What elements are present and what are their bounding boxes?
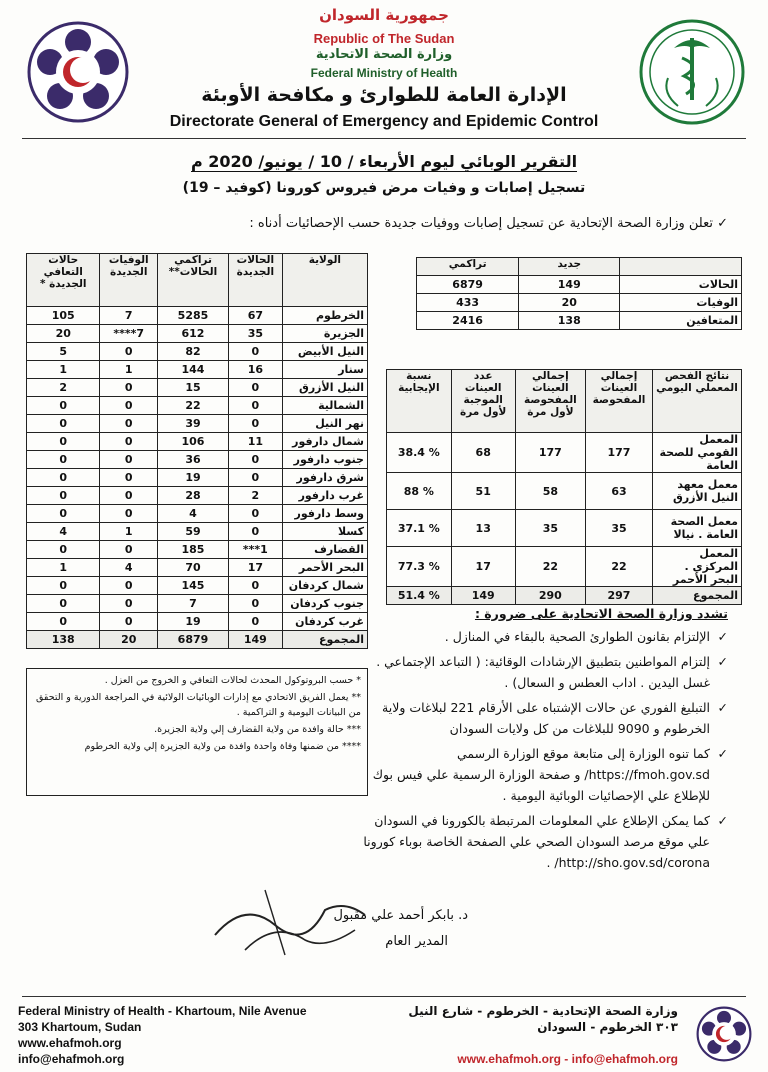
emphasis-heading: تشدد وزارة الصحة الاتحادية على ضرورة : (474, 606, 728, 621)
new-cases-cell: 0 (228, 595, 282, 613)
new-deaths-cell: 0 (100, 505, 158, 523)
new-recoveries-cell: 20 (27, 325, 100, 343)
new-recoveries-cell: 105 (27, 307, 100, 325)
summary-label: المتعافين (620, 312, 742, 330)
positive-samples-cell: 51 (451, 473, 515, 510)
total-samples-cell: 177 (585, 433, 652, 473)
first-time-samples-cell: 58 (515, 473, 585, 510)
summary-row-recovered (417, 312, 742, 330)
cumulative-cases-cell: 36 (158, 451, 229, 469)
first-time-samples-cell: 290 (515, 587, 585, 605)
table-row (387, 473, 742, 510)
new-recoveries-cell: 0 (27, 415, 100, 433)
summary-header (417, 258, 742, 276)
state-name-cell: كسلا (282, 523, 367, 541)
state-name-cell: غرب كردفان (282, 613, 367, 631)
total-samples-cell: 63 (585, 473, 652, 510)
new-recoveries-cell: 0 (27, 577, 100, 595)
summary-col-label (620, 258, 742, 276)
state-name-cell: شمال دارفور (282, 433, 367, 451)
emphasis-item: ✓ كما تنوه الوزارة إلى متابعة موقع الوزارة الرسمي https://fmoh.gov.sd/ و صفحة الوزارة الرسمية علي فيس بوك للإطلاع علي الإحصائيات الوبائية اليومية . (363, 743, 728, 806)
footer-logo (696, 1006, 752, 1066)
new-recoveries-cell: 0 (27, 451, 100, 469)
cumulative-cases-cell: 612 (158, 325, 229, 343)
state-name-cell: النيل الأبيض (282, 343, 367, 361)
new-recoveries-cell: 0 (27, 469, 100, 487)
table-row (27, 379, 368, 397)
lab-col-total: إجمالي العينات المفحوصة (585, 370, 652, 433)
positivity-rate-cell: % 38.4 (387, 433, 452, 473)
positive-samples-cell: 68 (451, 433, 515, 473)
summary-cum: 2416 (417, 312, 519, 330)
lab-table-total-row (387, 587, 742, 605)
table-row (27, 613, 368, 631)
new-cases-cell: 0 (228, 469, 282, 487)
new-recoveries-cell: 2 (27, 379, 100, 397)
lab-table (386, 369, 742, 605)
state-table (26, 253, 368, 649)
cumulative-cases-cell: 4 (158, 505, 229, 523)
cumulative-cases-cell: 6879 (158, 631, 229, 649)
new-cases-cell: 0 (228, 577, 282, 595)
new-deaths-cell: 0 (100, 397, 158, 415)
positive-samples-cell: 13 (451, 510, 515, 547)
cumulative-cases-cell: 15 (158, 379, 229, 397)
summary-cum: 6879 (417, 276, 519, 294)
emphasis-item: ✓ التبليغ الفوري عن حالات الإشتباه على الأرقام 221 لبلاغات ولاية الخرطوم و 9090 للبلاغات من كل ولايات السودان (363, 697, 728, 739)
positivity-rate-cell: % 77.3 (387, 547, 452, 587)
cumulative-cases-cell: 19 (158, 613, 229, 631)
lab-header (387, 370, 742, 433)
state-name-cell: القضارف (282, 541, 367, 559)
note-3: *** حالة وافدة من ولاية القضارف إلي ولاية الجزيرة. (154, 724, 361, 735)
state-name-cell: الجزيرة (282, 325, 367, 343)
table-row (387, 433, 742, 473)
new-deaths-cell: 20 (100, 631, 158, 649)
table-row (27, 541, 368, 559)
summary-new: 20 (519, 294, 620, 312)
footer-ar-line2: ٣٠٣ الخرطوم - السودان (537, 1020, 678, 1034)
new-deaths-cell: 0 (100, 379, 158, 397)
state-name-cell: المجموع (282, 631, 367, 649)
summary-row-deaths (417, 294, 742, 312)
total-samples-cell: 35 (585, 510, 652, 547)
header-directorate-ar: الإدارة العامة للطوارئ و مكافحة الأوبئة (201, 84, 567, 106)
cumulative-cases-cell: 5285 (158, 307, 229, 325)
new-deaths-cell: 7 (100, 307, 158, 325)
emphasis-item: ✓ الإلتزام بقانون الطوارئ الصحية بالبقاء في المنازل . (363, 626, 728, 647)
state-name-cell: البحر الأحمر (282, 559, 367, 577)
lab-name-cell: المعمل القومي للصحة العامة (652, 433, 741, 473)
footer-ar-line1: وزارة الصحة الإتحادية - الخرطوم - شارع النيل (408, 1004, 678, 1018)
new-recoveries-cell: 0 (27, 487, 100, 505)
state-name-cell: الشمالية (282, 397, 367, 415)
new-recoveries-cell: 5 (27, 343, 100, 361)
table-row (27, 487, 368, 505)
first-time-samples-cell: 22 (515, 547, 585, 587)
summary-new: 149 (519, 276, 620, 294)
new-cases-cell: 1*** (228, 541, 282, 559)
cumulative-cases-cell: 59 (158, 523, 229, 541)
table-row (27, 361, 368, 379)
new-cases-cell: 0 (228, 397, 282, 415)
new-recoveries-cell: 0 (27, 613, 100, 631)
new-deaths-cell: 7**** (100, 325, 158, 343)
new-cases-cell: 0 (228, 343, 282, 361)
signatory-role: المدير العام (385, 934, 448, 949)
col-new-cases: الحالات الجديدة (228, 254, 282, 307)
new-deaths-cell: 0 (100, 577, 158, 595)
state-table-header (27, 254, 368, 307)
summary-col-cum: تراكمي (417, 258, 519, 276)
new-cases-cell: 67 (228, 307, 282, 325)
state-name-cell: شمال كردفان (282, 577, 367, 595)
new-deaths-cell: 0 (100, 541, 158, 559)
new-cases-cell: 0 (228, 379, 282, 397)
first-time-samples-cell: 35 (515, 510, 585, 547)
col-cumulative: تراكمي الحالات** (158, 254, 229, 307)
footer-en-line1: Federal Ministry of Health - Khartoum, Nile Avenue (18, 1004, 307, 1018)
new-recoveries-cell: 1 (27, 559, 100, 577)
new-deaths-cell: 0 (100, 595, 158, 613)
table-row (27, 307, 368, 325)
summary-label: الحالات (620, 276, 742, 294)
table-row (27, 343, 368, 361)
note-1: * حسب البروتوكول المحدث لحالات التعافي و الخروج من العزل . (104, 675, 361, 686)
lab-name-cell: المعمل المركزي . البحر الأحمر (652, 547, 741, 587)
report-title: التقرير الوبائي ليوم الأربعاء / 10 / يونيو/ 2020 م (190, 152, 578, 171)
cumulative-cases-cell: 19 (158, 469, 229, 487)
new-recoveries-cell: 0 (27, 433, 100, 451)
state-name-cell: جنوب كردفان (282, 595, 367, 613)
table-row (27, 451, 368, 469)
cumulative-cases-cell: 106 (158, 433, 229, 451)
header-ministry-ar: وزارة الصحة الاتحادية (315, 47, 453, 62)
new-recoveries-cell: 0 (27, 505, 100, 523)
new-deaths-cell: 0 (100, 469, 158, 487)
new-deaths-cell: 0 (100, 613, 158, 631)
new-cases-cell: 11 (228, 433, 282, 451)
lab-col-positive: عدد العينات الموجبة لأول مرة (451, 370, 515, 433)
lab-col-first: إجمالي العينات المفحوصة لأول مرة (515, 370, 585, 433)
summary-label: الوفيات (620, 294, 742, 312)
positivity-rate-cell: % 88 (387, 473, 452, 510)
table-row (27, 469, 368, 487)
new-cases-cell: 17 (228, 559, 282, 577)
new-cases-cell: 2 (228, 487, 282, 505)
footer-divider (22, 996, 746, 997)
table-row (27, 397, 368, 415)
summary-row-cases (417, 276, 742, 294)
table-row (27, 505, 368, 523)
summary-new: 138 (519, 312, 620, 330)
new-cases-cell: 0 (228, 613, 282, 631)
announcement: ✓ تعلن وزارة الصحة الإتحادية عن تسجيل إصابات ووفيات جديدة حسب الإحصائيات أدناه : (249, 216, 728, 231)
new-deaths-cell: 0 (100, 415, 158, 433)
state-name-cell: النيل الأزرق (282, 379, 367, 397)
cumulative-cases-cell: 39 (158, 415, 229, 433)
new-deaths-cell: 0 (100, 433, 158, 451)
new-cases-cell: 35 (228, 325, 282, 343)
lab-col-name: نتائج الفحص المعملي اليومي (652, 370, 741, 433)
positivity-rate-cell: % 37.1 (387, 510, 452, 547)
footer-en-line2: 303 Khartoum, Sudan (18, 1020, 142, 1034)
new-recoveries-cell: 1 (27, 361, 100, 379)
table-row (27, 595, 368, 613)
table-row (27, 325, 368, 343)
header-divider (22, 138, 746, 139)
new-cases-cell: 149 (228, 631, 282, 649)
positivity-rate-cell: % 51.4 (387, 587, 452, 605)
cumulative-cases-cell: 82 (158, 343, 229, 361)
lab-col-rate: نسبة الإيجابية (387, 370, 452, 433)
notes-box (26, 668, 368, 796)
new-deaths-cell: 1 (100, 523, 158, 541)
new-recoveries-cell: 0 (27, 595, 100, 613)
cumulative-cases-cell: 185 (158, 541, 229, 559)
new-cases-cell: 0 (228, 451, 282, 469)
new-recoveries-cell: 0 (27, 397, 100, 415)
total-samples-cell: 22 (585, 547, 652, 587)
footer-english (18, 1003, 307, 1067)
new-recoveries-cell: 138 (27, 631, 100, 649)
cumulative-cases-cell: 7 (158, 595, 229, 613)
new-deaths-cell: 1 (100, 361, 158, 379)
emphasis-item: ✓ إلتزام المواطنين بتطبيق الإرشادات الوقائية: ( التباعد الإجتماعي . غسل اليدين . اداب العطس و السعال) . (363, 651, 728, 693)
cumulative-cases-cell: 145 (158, 577, 229, 595)
table-row (387, 547, 742, 587)
lab-name-cell: معمل معهد النيل الأزرق (652, 473, 741, 510)
state-name-cell: نهر النيل (282, 415, 367, 433)
cumulative-cases-cell: 70 (158, 559, 229, 577)
col-recovered: حالات التعافي الجديدة * (27, 254, 100, 307)
table-row (27, 559, 368, 577)
new-cases-cell: 0 (228, 415, 282, 433)
lab-name-cell: المجموع (652, 587, 741, 605)
state-name-cell: شرق دارفور (282, 469, 367, 487)
new-recoveries-cell: 0 (27, 541, 100, 559)
table-row (27, 433, 368, 451)
first-time-samples-cell: 177 (515, 433, 585, 473)
footer-en-mail: info@ehafmoh.org (18, 1052, 125, 1066)
footer-en-web: www.ehafmoh.org (18, 1036, 122, 1050)
handwritten-signature (205, 880, 375, 964)
emphasis-item: ✓ كما يمكن الإطلاع علي المعلومات المرتبطة بالكورونا في السودان علي موقع مرصد السودان الصحي علي الصفحة الخاصة بوباء كورونا http://sho.gov.sd/corona/ . (363, 810, 728, 873)
note-4: **** من ضمنها وفاة واحدة وافدة من ولاية الجزيرة إلي ولاية الخرطوم (84, 741, 361, 752)
total-samples-cell: 297 (585, 587, 652, 605)
lab-name-cell: معمل الصحة العامة . نيالا (652, 510, 741, 547)
summary-table (416, 257, 742, 330)
col-new-deaths: الوفيات الجديدة (100, 254, 158, 307)
note-2: ** يعمل الفريق الاتحادي مع إدارات الوبائيات الولائية في المراجعة الدورية و التحقق من البيانات اليومية و التراكمية . (35, 692, 361, 718)
header-ministry-en: Federal Ministry of Health (310, 66, 458, 80)
summary-cum: 433 (417, 294, 519, 312)
state-name-cell: الخرطوم (282, 307, 367, 325)
new-cases-cell: 16 (228, 361, 282, 379)
state-name-cell: غرب دارفور (282, 487, 367, 505)
table-row (387, 510, 742, 547)
header-directorate-en: Directorate General of Emergency and Epidemic Control (169, 113, 599, 130)
cumulative-cases-cell: 28 (158, 487, 229, 505)
header-republic-ar: جمهورية السودان (319, 6, 449, 24)
signatory-name: د. بابكر أحمد علي مقبول (333, 908, 468, 923)
table-row (27, 415, 368, 433)
header-republic-en: Republic of The Sudan (313, 31, 455, 46)
positive-samples-cell: 17 (451, 547, 515, 587)
report-subtitle: تسجيل إصابات و وفيات مرض فيروس كورونا (كوفيد – 19) (182, 180, 586, 196)
state-name-cell: جنوب دارفور (282, 451, 367, 469)
state-name-cell: سنار (282, 361, 367, 379)
table-row (27, 523, 368, 541)
state-table-total-row (27, 631, 368, 649)
new-deaths-cell: 0 (100, 343, 158, 361)
cumulative-cases-cell: 22 (158, 397, 229, 415)
positive-samples-cell: 149 (451, 587, 515, 605)
table-row (27, 577, 368, 595)
new-deaths-cell: 4 (100, 559, 158, 577)
footer-web-mail: www.ehafmoh.org - info@ehafmoh.org (457, 1052, 678, 1066)
new-recoveries-cell: 4 (27, 523, 100, 541)
new-deaths-cell: 0 (100, 487, 158, 505)
emphasis-list (363, 626, 728, 877)
state-name-cell: وسط دارفور (282, 505, 367, 523)
new-deaths-cell: 0 (100, 451, 158, 469)
new-cases-cell: 0 (228, 523, 282, 541)
footer-arabic (408, 1003, 678, 1035)
new-cases-cell: 0 (228, 505, 282, 523)
col-state: الولاية (282, 254, 367, 307)
summary-col-new: جديد (519, 258, 620, 276)
cumulative-cases-cell: 144 (158, 361, 229, 379)
